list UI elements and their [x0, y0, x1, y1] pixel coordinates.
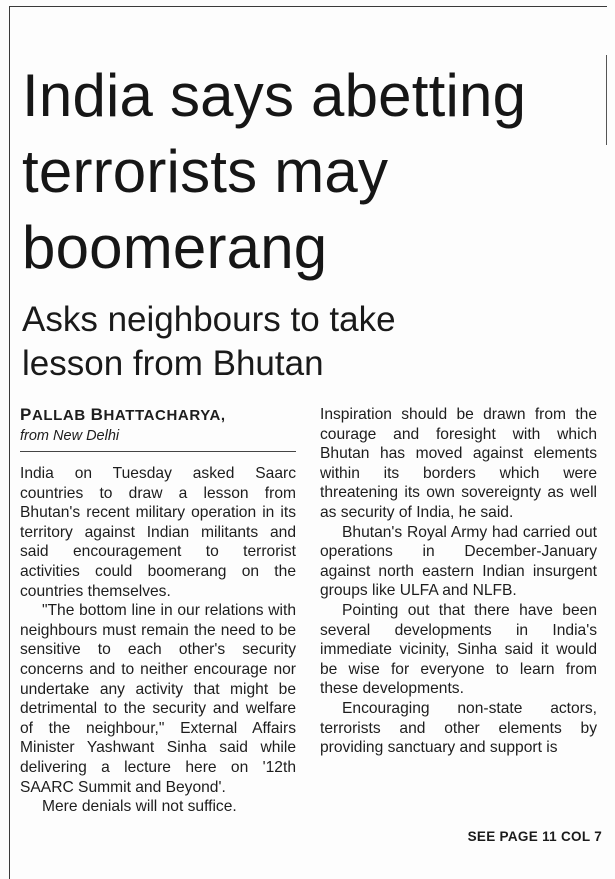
headline-line: India says abetting — [22, 62, 527, 129]
subheadline-line: Asks neighbours to take — [22, 300, 396, 339]
byline-divider — [20, 451, 296, 452]
left-border-rule — [9, 6, 10, 879]
body-paragraph: Pointing out that there have been several developments in India's immediate vicinity, Sinha said it would be wise for everyone to learn from these developments. — [320, 601, 597, 698]
article-column-left — [20, 406, 296, 817]
subheadline — [22, 298, 602, 386]
top-border-rule — [10, 6, 607, 7]
body-paragraph: "The bottom line in our relations with neighbours must remain the need to be sensitive to each other's security concerns and to neither encourage nor undertake any activity that might be detrimental to the security and welfare of the neighbour," External Affairs Minister Yashwant Sinha said while delivering a lecture here on '12th SAARC Summit and Beyond'. — [20, 602, 296, 796]
body-paragraph: Inspiration should be drawn from the courage and foresight with which Bhutan has moved against elements within its borders which were threatening its own sovereignty as well as security of India, he said. — [320, 406, 597, 521]
byline-author: PALLAB BHATTACHARYA, — [20, 405, 226, 424]
body-paragraph: Bhutan's Royal Army had carried out operations in December-January against north eastern Indian insurgent groups like ULFA and NLFB. — [320, 523, 597, 600]
headline — [22, 58, 602, 286]
byline-location: from New Delhi — [20, 428, 120, 444]
body-paragraph: Encouraging non-state actors, terrorists and other elements by providing sanctuary and support is — [320, 699, 597, 757]
headline-line: boomerang — [22, 214, 328, 281]
headline-line: terrorists may — [22, 138, 389, 205]
continuation-jump-line: SEE PAGE 11 COL 7 — [467, 829, 602, 844]
adjacent-column-edge — [606, 55, 613, 145]
subheadline-line: lesson from Bhutan — [22, 344, 324, 383]
body-paragraph: Mere denials will not suffice. — [42, 798, 237, 816]
article-column-right — [320, 405, 597, 758]
body-paragraph: India on Tuesday asked Saarc countries to draw a lesson from Bhutan's recent military operation in its territory against Indian militants and said encouragement to terrorist activities could boomerang on the countries themselves. — [20, 465, 296, 600]
